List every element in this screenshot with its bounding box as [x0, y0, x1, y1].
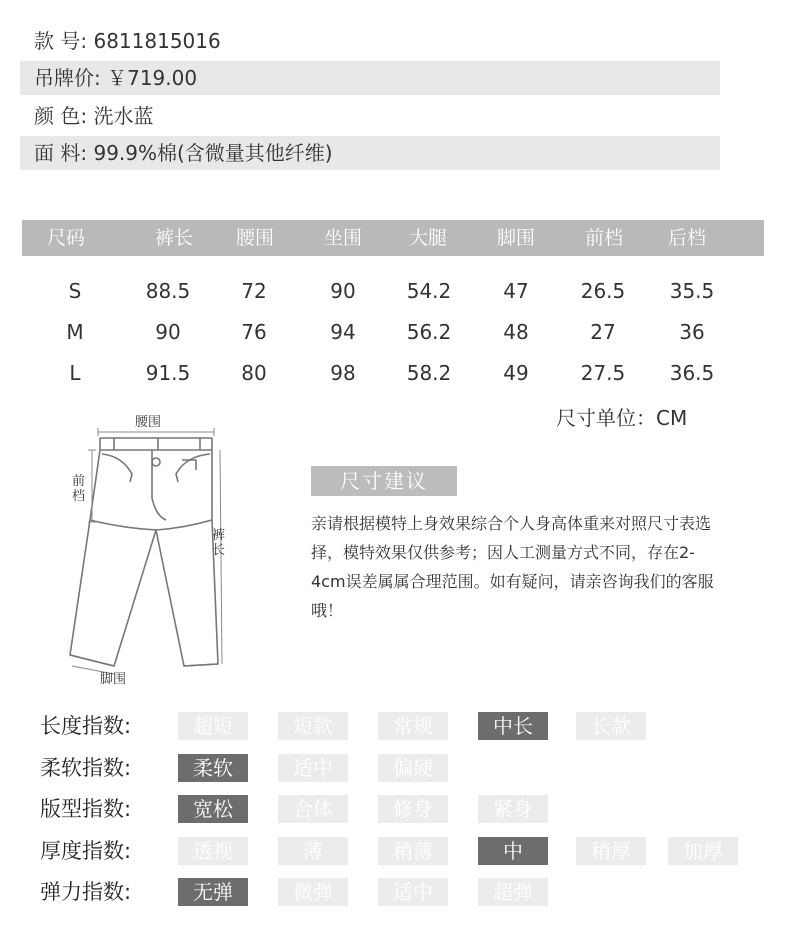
table-cell: 48	[503, 320, 529, 344]
index-chip: 修身	[378, 795, 448, 823]
header-cell: 尺码	[46, 227, 85, 249]
table-cell: 54.2	[406, 279, 452, 303]
index-chip: 紧身	[478, 795, 548, 823]
index-chip-selected: 宽松	[178, 795, 248, 823]
tag-price-label: 吊牌价:	[34, 66, 101, 90]
table-cell: 26.5	[580, 279, 626, 303]
header-cell: 大腿	[408, 227, 447, 249]
header-cell: 裤长	[154, 227, 193, 249]
index-chip: 微弹	[278, 878, 348, 906]
header-cell: 后档	[667, 227, 706, 249]
index-chip: 加厚	[668, 837, 738, 865]
table-cell: 56.2	[406, 320, 452, 344]
table-cell: 49	[503, 361, 529, 385]
table-cell: 76	[241, 320, 267, 344]
table-cell: 27	[590, 320, 616, 344]
index-chip: 稍厚	[576, 837, 646, 865]
table-cell: 80	[241, 361, 267, 385]
advice-title: 尺寸建议	[311, 466, 457, 496]
fabric-value: 99.9%棉(含微量其他纤维)	[93, 141, 333, 165]
style-number-label: 款 号:	[34, 29, 88, 53]
size-table-header	[22, 220, 764, 256]
fabric-label: 面 料:	[34, 141, 88, 165]
index-chip: 超短	[178, 712, 248, 740]
index-chip: 超弹	[478, 878, 548, 906]
header-cell: 前档	[584, 227, 623, 249]
color-label: 颜 色:	[34, 104, 88, 128]
tag-price-value: ￥719.00	[107, 66, 198, 90]
index-chip-selected: 中	[478, 837, 548, 865]
index-chip: 短款	[278, 712, 348, 740]
index-chip: 适中	[378, 878, 448, 906]
index-chip: 合体	[278, 795, 348, 823]
header-cell: 腰围	[235, 227, 274, 249]
table-cell: 88.5	[145, 279, 191, 303]
index-chip: 适中	[278, 754, 348, 782]
index-chip: 常规	[378, 712, 448, 740]
style-number-row	[20, 24, 720, 58]
table-cell: 58.2	[406, 361, 452, 385]
header-cell: 脚围	[496, 227, 535, 249]
table-cell: 94	[330, 320, 356, 344]
index-label: 版型指数:	[40, 797, 132, 821]
index-chip: 长款	[576, 712, 646, 740]
header-cell: 坐围	[323, 227, 362, 249]
table-cell: 27.5	[580, 361, 626, 385]
table-cell: 36	[679, 320, 705, 344]
waist-tag: 腰围	[135, 415, 162, 430]
fabric-row	[20, 136, 720, 170]
index-chip: 透视	[178, 837, 248, 865]
hem-tag: 脚围	[100, 672, 127, 687]
table-cell: 98	[330, 361, 356, 385]
table-cell: 36.5	[669, 361, 715, 385]
table-cell: 72	[241, 279, 267, 303]
style-number-value: 6811815016	[93, 29, 221, 53]
advice-text: 亲请根据模特上身效果综合个人身高体重来对照尺寸表选择，模特效果仅供参考；因人工测量方式不同，存在2-4cm误差属属合理范围。如有疑问，请亲咨询我们的客服哦！	[311, 514, 714, 620]
index-chip-selected: 柔软	[178, 754, 248, 782]
table-cell: 47	[503, 279, 529, 303]
table-cell: S	[68, 279, 82, 303]
index-label: 弹力指数:	[40, 880, 132, 904]
pants-diagram	[62, 410, 242, 695]
size-row-l	[22, 355, 764, 391]
index-chip-selected: 中长	[478, 712, 548, 740]
index-chip: 薄	[278, 837, 348, 865]
table-cell: 90	[155, 320, 181, 344]
tag-price-row	[20, 61, 720, 95]
table-cell: L	[69, 361, 81, 385]
size-unit: 尺寸单位：CM	[556, 406, 688, 430]
length-tag: 裤长	[212, 528, 226, 558]
size-row-s	[22, 273, 764, 309]
index-label: 长度指数:	[40, 714, 132, 738]
table-cell: 91.5	[145, 361, 191, 385]
index-chip-selected: 无弹	[178, 878, 248, 906]
color-row	[20, 99, 720, 133]
size-row-m	[22, 314, 764, 350]
table-cell: 90	[330, 279, 356, 303]
index-label: 柔软指数:	[40, 756, 132, 780]
table-cell: M	[66, 320, 84, 344]
index-chip: 偏硬	[378, 754, 448, 782]
front-rise-tag: 前档	[72, 474, 86, 504]
color-value: 洗水蓝	[93, 104, 154, 128]
table-cell: 35.5	[669, 279, 715, 303]
index-chip: 稍薄	[378, 837, 448, 865]
index-label: 厚度指数:	[40, 839, 132, 863]
